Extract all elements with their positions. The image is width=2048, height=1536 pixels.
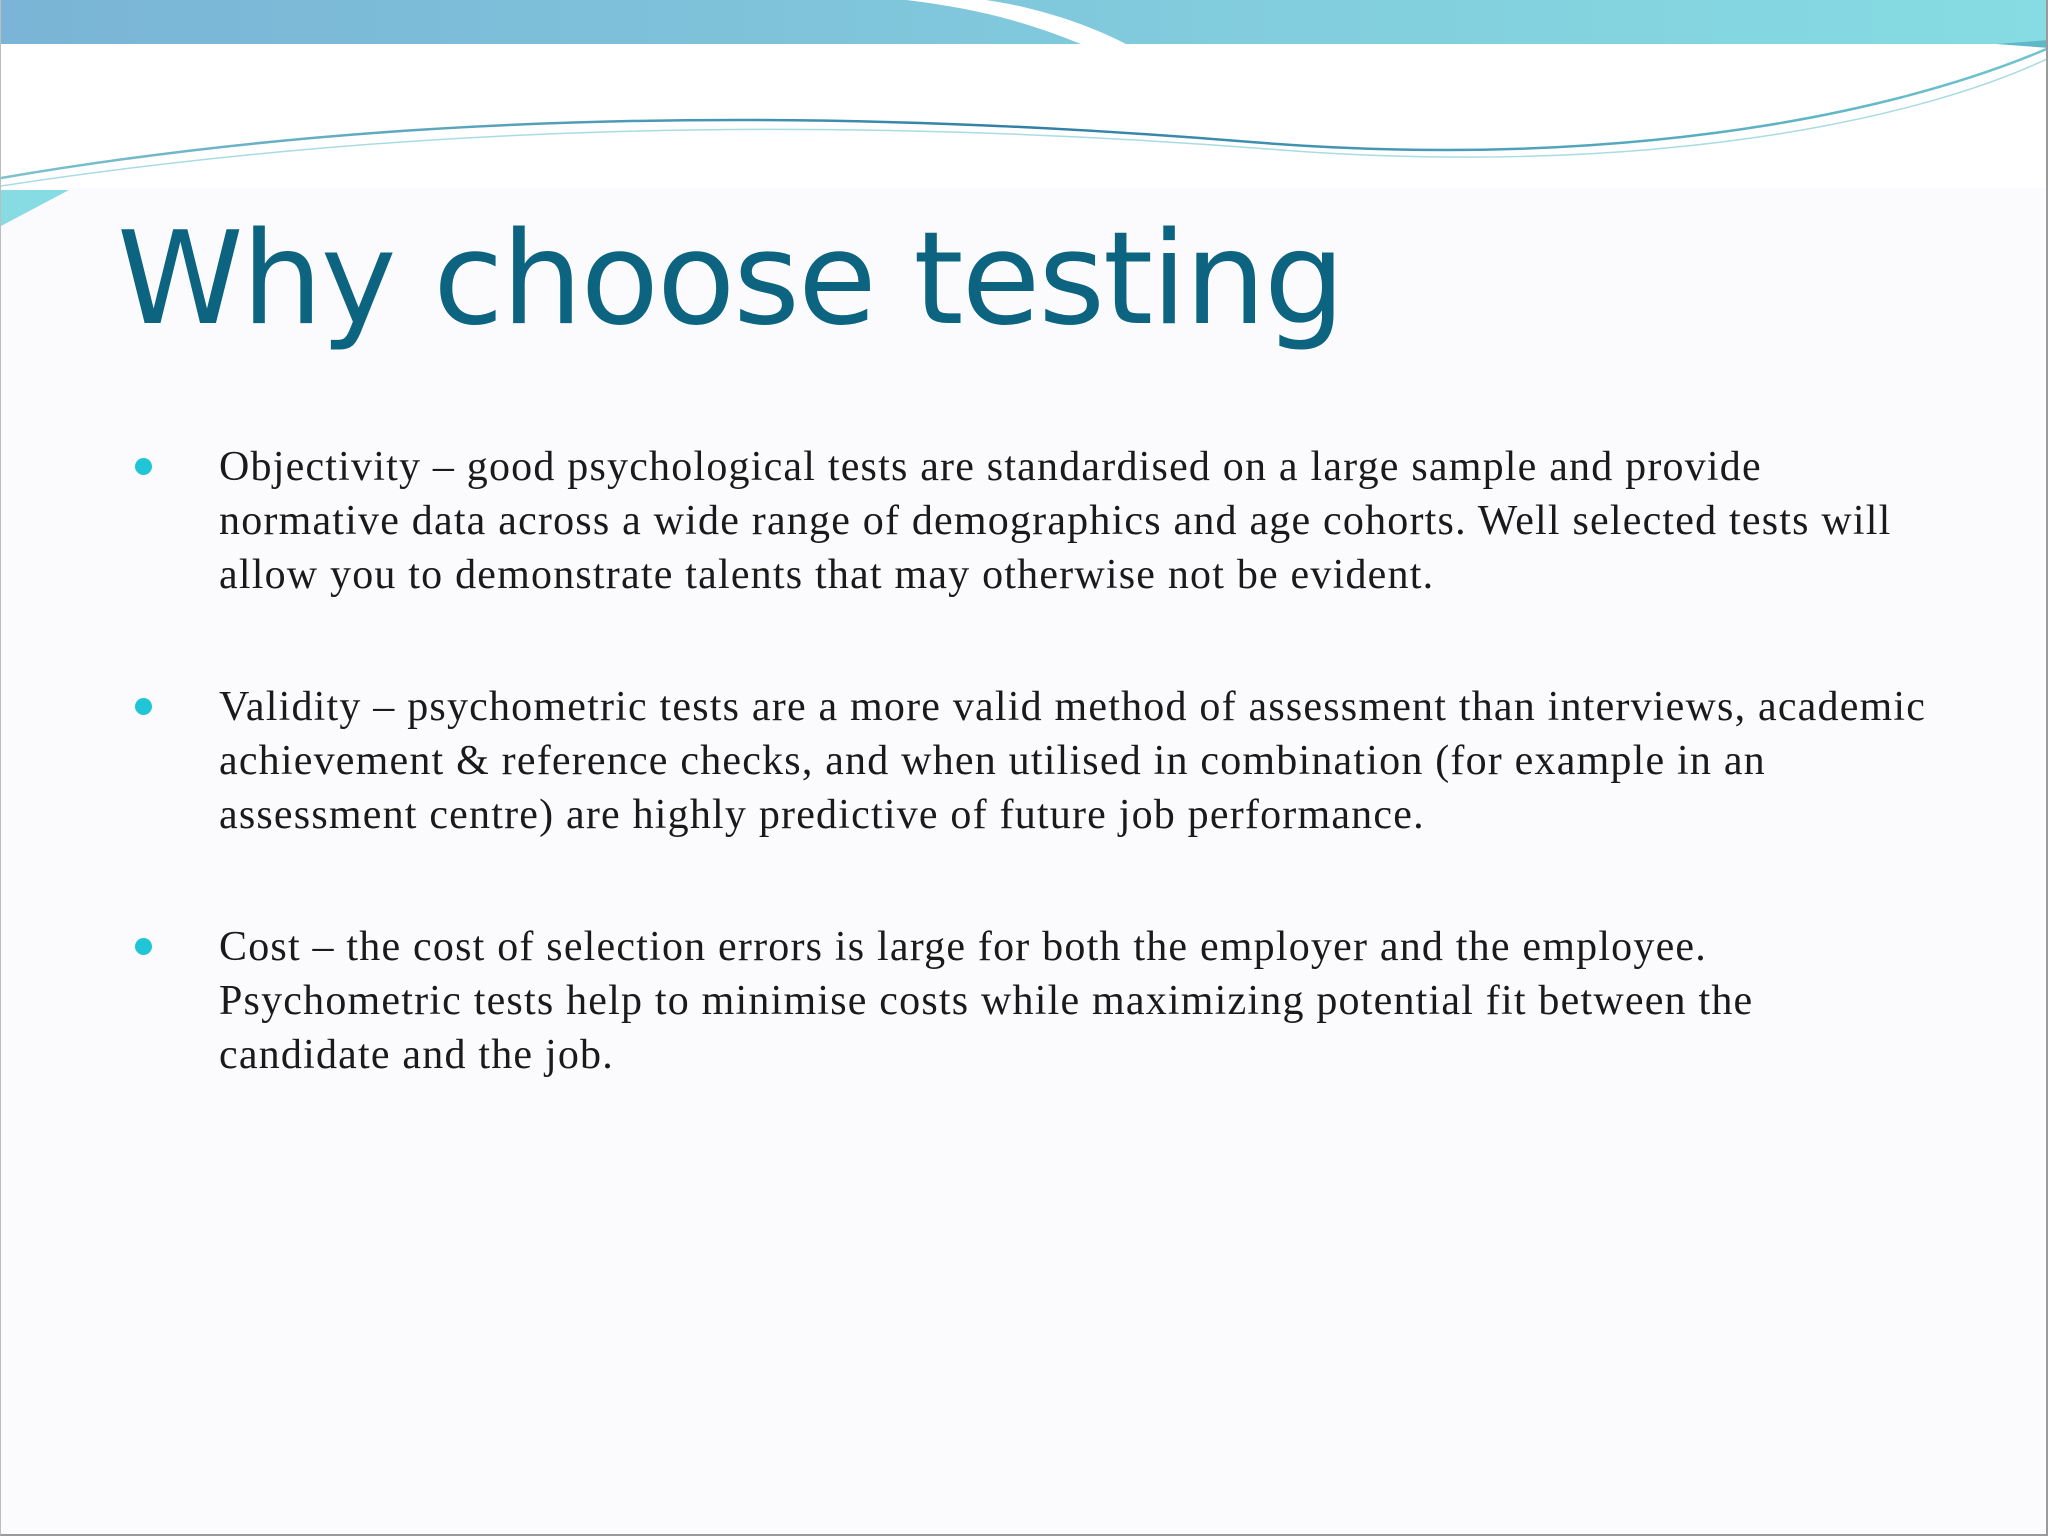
list-item [127, 440, 1927, 602]
slide-title: Why choose testing [117, 205, 1344, 354]
bullet-dot-icon [135, 458, 152, 475]
bullet-text: Objectivity – good psychological tests are standardised on a large sample and provide normative data across a wide range of demographics and age cohorts. Well selected tests will allow you to demonstrate talents that may otherwise not be evident. [219, 444, 1892, 598]
header-wave-decoration [1, 0, 2048, 240]
list-item [127, 920, 1927, 1082]
list-item [127, 680, 1927, 842]
bullet-text: Cost – the cost of selection errors is large for both the employer and the employee. Psychometric tests help to minimise costs while maximizing potential fit between the candidate and the job. [219, 924, 1754, 1078]
bullet-list [127, 440, 1927, 1160]
header-white-area [1, 44, 2048, 188]
corner-accent-left [1, 190, 69, 226]
bullet-text: Validity – psychometric tests are a more valid method of assessment than interviews, academic achievement & reference checks, and when utilised in combination (for example in an assessment centre) are highly predictive of future job performance. [219, 684, 1927, 838]
bullet-dot-icon [135, 938, 152, 955]
bullet-dot-icon [135, 698, 152, 715]
